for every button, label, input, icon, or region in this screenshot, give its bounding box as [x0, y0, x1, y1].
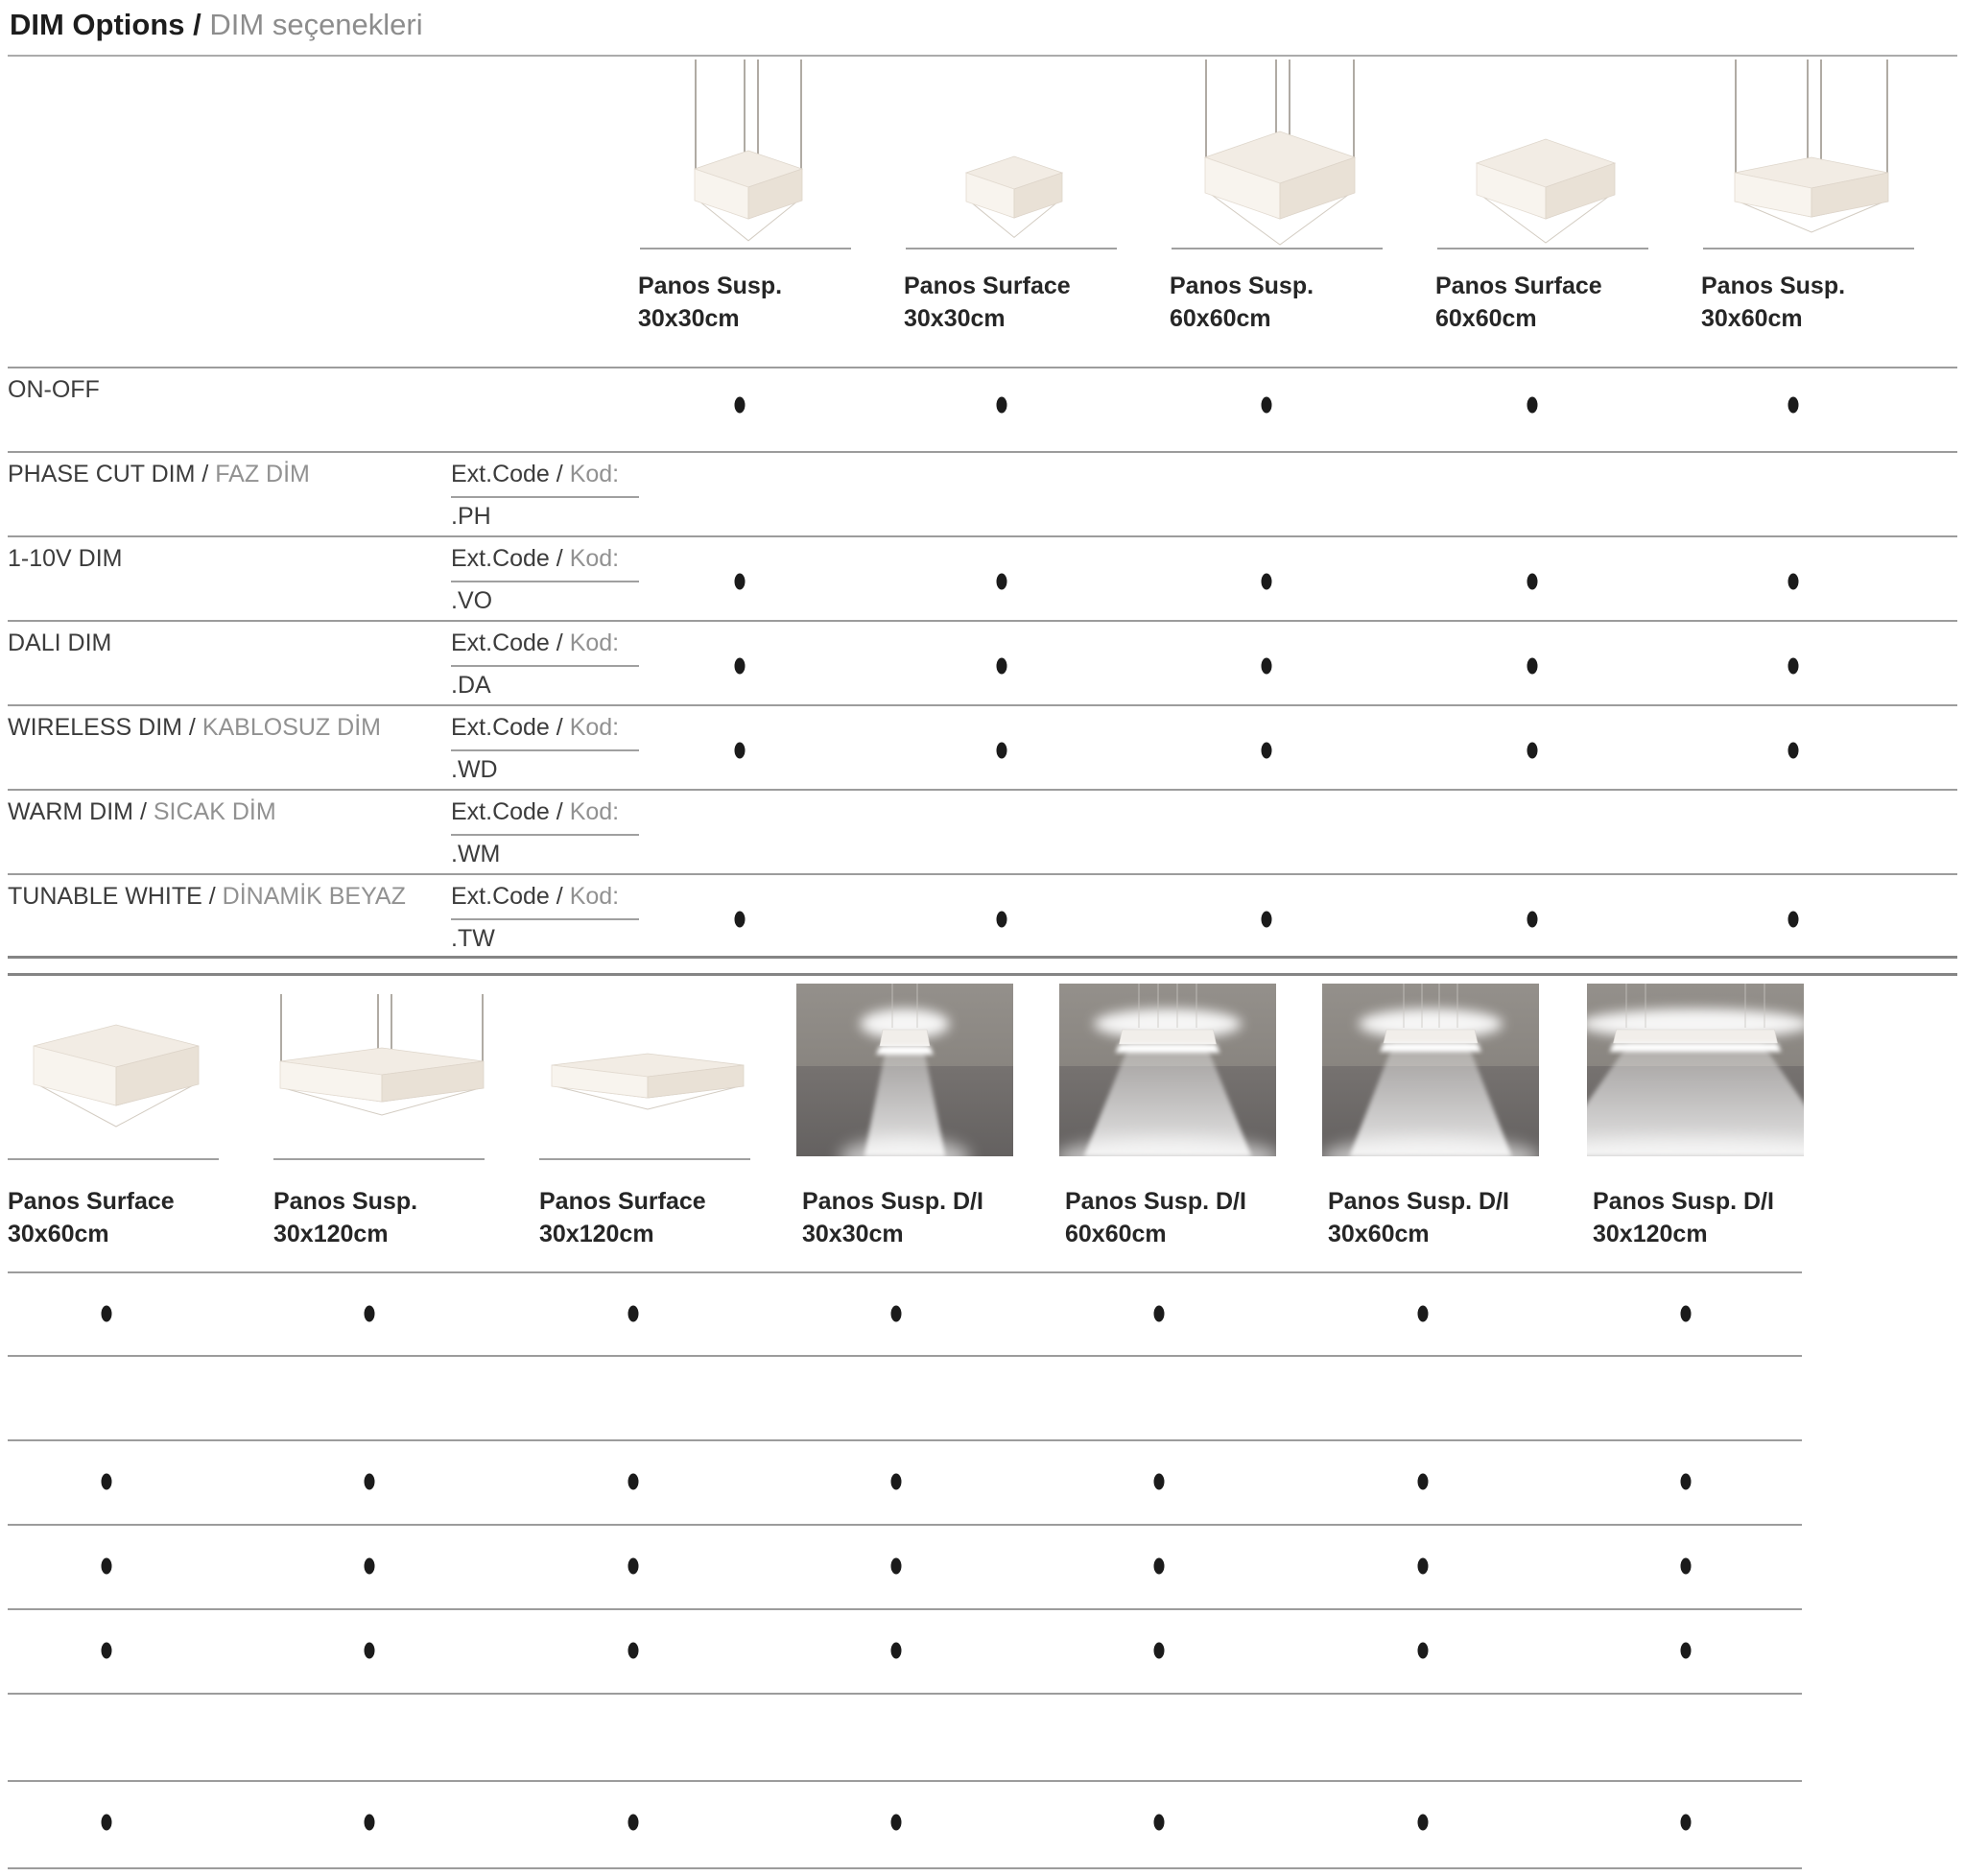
ext-code-en: Ext.Code /	[451, 629, 563, 656]
availability-dot	[891, 1643, 902, 1659]
option-label-en: TUNABLE WHITE	[8, 883, 202, 910]
product-underline	[906, 248, 1117, 249]
availability-dot	[1788, 743, 1799, 759]
option-label-en: ON-OFF	[8, 376, 100, 403]
ext-code-en: Ext.Code /	[451, 461, 563, 487]
availability-dot	[1418, 1643, 1429, 1659]
option-label-dali-dim	[8, 629, 111, 657]
availability-dot	[997, 574, 1007, 590]
product-name: Panos Susp. D/I	[1065, 1188, 1246, 1215]
availability-dot	[891, 1474, 902, 1490]
product-size: 30x120cm	[539, 1221, 654, 1247]
product-underline	[1703, 248, 1914, 249]
product-size: 30x30cm	[638, 305, 740, 332]
availability-dot	[1527, 912, 1538, 928]
availability-dot	[997, 397, 1007, 414]
availability-dot	[1681, 1558, 1692, 1575]
availability-dot	[1154, 1474, 1165, 1490]
availability-dot	[735, 574, 746, 590]
page-title-en: DIM Options /	[10, 8, 201, 41]
availability-dot	[628, 1474, 639, 1490]
availability-dot	[997, 658, 1007, 675]
product-size: 30x30cm	[802, 1221, 904, 1247]
row-divider	[8, 1439, 1802, 1441]
availability-dot	[1681, 1474, 1692, 1490]
product-size: 60x60cm	[1065, 1221, 1167, 1247]
availability-dot	[365, 1815, 375, 1831]
ext-code-en: Ext.Code /	[451, 545, 563, 572]
page-title	[10, 8, 423, 42]
ext-code-value: .PH	[451, 503, 491, 530]
product-name: Panos Susp. D/I	[1593, 1188, 1774, 1215]
product-name: Panos Surface	[539, 1188, 706, 1215]
row-divider	[8, 1693, 1802, 1695]
option-label-tr: DİNAMİK BEYAZ	[222, 883, 406, 910]
product-photo-panos-susp-d-i-30x30cm	[796, 984, 1013, 1156]
product-image-panos-susp-60x60cm	[1160, 56, 1400, 246]
availability-dot	[1418, 1558, 1429, 1575]
product-name: Panos Susp.	[1701, 273, 1846, 299]
product-name: Panos Surface	[904, 273, 1071, 299]
row-divider	[8, 451, 1957, 453]
availability-dot	[997, 743, 1007, 759]
row-divider	[8, 704, 1957, 706]
availability-dot	[1788, 397, 1799, 414]
ext-code-value: .WM	[451, 841, 501, 867]
ext-code-space	[563, 629, 570, 656]
availability-dot	[1418, 1815, 1429, 1831]
availability-dot	[102, 1815, 112, 1831]
ext-code-underline	[451, 918, 639, 920]
row-divider	[8, 620, 1957, 622]
product-name: Panos Susp.	[638, 273, 783, 299]
availability-dot	[735, 397, 746, 414]
availability-dot	[365, 1558, 375, 1575]
option-label-tr: FAZ DİM	[215, 461, 310, 487]
availability-dot	[735, 658, 746, 675]
availability-dot	[628, 1558, 639, 1575]
product-photo-panos-susp-d-i-60x60cm	[1059, 984, 1276, 1156]
product-name: Panos Surface	[8, 1188, 175, 1215]
product-photo-panos-susp-d-i-30x120cm	[1587, 984, 1804, 1156]
section-divider	[8, 956, 1957, 959]
availability-dot	[628, 1643, 639, 1659]
row-divider	[8, 873, 1957, 875]
option-label-wireless-dim	[8, 714, 381, 742]
product-image-panos-surface-30x60cm	[0, 990, 236, 1155]
ext-code-tr: Kod:	[569, 461, 620, 487]
option-label-separator: /	[133, 798, 154, 825]
availability-dot	[891, 1306, 902, 1322]
ext-code-label	[451, 798, 619, 826]
availability-dot	[365, 1474, 375, 1490]
option-label-en: WIRELESS DIM	[8, 714, 182, 741]
ext-code-underline	[451, 581, 639, 582]
option-label-tr: SICAK DİM	[153, 798, 276, 825]
product-name: Panos Susp.	[1170, 273, 1314, 299]
availability-dot	[1681, 1815, 1692, 1831]
ext-code-underline	[451, 834, 639, 836]
availability-dot	[891, 1815, 902, 1831]
availability-dot	[1788, 574, 1799, 590]
option-label-separator: /	[181, 714, 202, 741]
option-label-en: PHASE CUT DIM	[8, 461, 196, 487]
option-label-en: WARM DIM	[8, 798, 133, 825]
ext-code-tr: Kod:	[569, 714, 620, 741]
option-label-en: DALI DIM	[8, 629, 112, 656]
availability-dot	[1262, 574, 1272, 590]
product-size: 30x60cm	[1701, 305, 1803, 332]
availability-dot	[365, 1306, 375, 1322]
availability-dot	[1681, 1643, 1692, 1659]
ext-code-en: Ext.Code /	[451, 798, 563, 825]
availability-dot	[628, 1815, 639, 1831]
ext-code-value: .VO	[451, 587, 493, 614]
availability-dot	[628, 1306, 639, 1322]
availability-dot	[102, 1643, 112, 1659]
product-size: 30x120cm	[1593, 1221, 1708, 1247]
availability-dot	[1527, 658, 1538, 675]
availability-dot	[1681, 1306, 1692, 1322]
row-divider	[8, 367, 1957, 368]
product-underline	[1437, 248, 1648, 249]
option-label-tr: KABLOSUZ DİM	[201, 714, 381, 741]
row-divider	[8, 1271, 1802, 1273]
availability-dot	[1262, 743, 1272, 759]
product-size: 60x60cm	[1435, 305, 1537, 332]
availability-dot	[1154, 1643, 1165, 1659]
availability-dot	[1788, 912, 1799, 928]
product-image-panos-susp-30x60cm	[1692, 56, 1931, 246]
ext-code-space	[563, 883, 570, 910]
ext-code-label	[451, 629, 619, 657]
availability-dot	[891, 1558, 902, 1575]
row-divider	[8, 1524, 1802, 1526]
availability-dot	[1527, 574, 1538, 590]
ext-code-value: .TW	[451, 925, 495, 952]
ext-code-label	[451, 461, 619, 488]
option-label-separator: /	[195, 461, 216, 487]
availability-dot	[1527, 743, 1538, 759]
product-size: 30x30cm	[904, 305, 1006, 332]
product-size: 30x60cm	[8, 1221, 109, 1247]
availability-dot	[102, 1474, 112, 1490]
availability-dot	[997, 912, 1007, 928]
ext-code-space	[563, 798, 570, 825]
ext-code-label	[451, 883, 619, 911]
ext-code-en: Ext.Code /	[451, 714, 563, 741]
product-image-panos-surface-30x120cm	[528, 990, 768, 1155]
product-image-panos-susp-30x30cm	[628, 56, 868, 246]
option-label-on-off	[8, 376, 100, 404]
availability-dot	[1418, 1474, 1429, 1490]
option-label-phase-cut-dim	[8, 461, 310, 488]
availability-dot	[365, 1643, 375, 1659]
product-image-panos-surface-30x30cm	[894, 56, 1134, 246]
product-size: 30x120cm	[273, 1221, 389, 1247]
row-divider	[8, 1355, 1802, 1357]
ext-code-underline	[451, 749, 639, 751]
option-label-warm-dim	[8, 798, 276, 826]
row-divider	[8, 789, 1957, 791]
ext-code-underline	[451, 496, 639, 498]
ext-code-space	[563, 461, 570, 487]
product-image-panos-surface-60x60cm	[1426, 56, 1666, 246]
ext-code-space	[563, 545, 570, 572]
row-divider	[8, 1608, 1802, 1610]
availability-dot	[1154, 1558, 1165, 1575]
ext-code-space	[563, 714, 570, 741]
ext-code-label	[451, 545, 619, 573]
product-underline	[8, 1158, 219, 1160]
ext-code-tr: Kod:	[569, 798, 620, 825]
availability-dot	[1262, 912, 1272, 928]
page-title-tr: DIM seçenekleri	[209, 8, 423, 41]
product-photo-panos-susp-d-i-30x60cm	[1322, 984, 1539, 1156]
availability-dot	[1262, 658, 1272, 675]
availability-dot	[735, 912, 746, 928]
ext-code-underline	[451, 665, 639, 667]
option-label-1-10v-dim	[8, 545, 122, 573]
availability-dot	[102, 1558, 112, 1575]
option-label-tunable-white	[8, 883, 406, 911]
availability-dot	[735, 743, 746, 759]
ext-code-tr: Kod:	[569, 629, 620, 656]
product-image-panos-susp-30x120cm	[262, 990, 502, 1155]
availability-dot	[1154, 1815, 1165, 1831]
product-size: 30x60cm	[1328, 1221, 1430, 1247]
availability-dot	[1788, 658, 1799, 675]
option-label-separator: /	[201, 883, 223, 910]
availability-dot	[1154, 1306, 1165, 1322]
ext-code-value: .DA	[451, 672, 491, 699]
availability-dot	[102, 1306, 112, 1322]
product-underline	[640, 248, 851, 249]
product-underline	[1172, 248, 1383, 249]
ext-code-label	[451, 714, 619, 742]
ext-code-tr: Kod:	[569, 883, 620, 910]
section-divider	[8, 973, 1957, 976]
availability-dot	[1418, 1306, 1429, 1322]
row-divider	[8, 1867, 1802, 1869]
ext-code-tr: Kod:	[569, 545, 620, 572]
product-underline	[273, 1158, 485, 1160]
ext-code-value: .WD	[451, 756, 498, 783]
product-name: Panos Susp. D/I	[802, 1188, 983, 1215]
product-name: Panos Surface	[1435, 273, 1602, 299]
product-name: Panos Susp.	[273, 1188, 418, 1215]
row-divider	[8, 1780, 1802, 1782]
availability-dot	[1262, 397, 1272, 414]
product-underline	[539, 1158, 750, 1160]
ext-code-en: Ext.Code /	[451, 883, 563, 910]
row-divider	[8, 535, 1957, 537]
product-name: Panos Susp. D/I	[1328, 1188, 1509, 1215]
product-size: 60x60cm	[1170, 305, 1271, 332]
availability-dot	[1527, 397, 1538, 414]
option-label-en: 1-10V DIM	[8, 545, 123, 572]
